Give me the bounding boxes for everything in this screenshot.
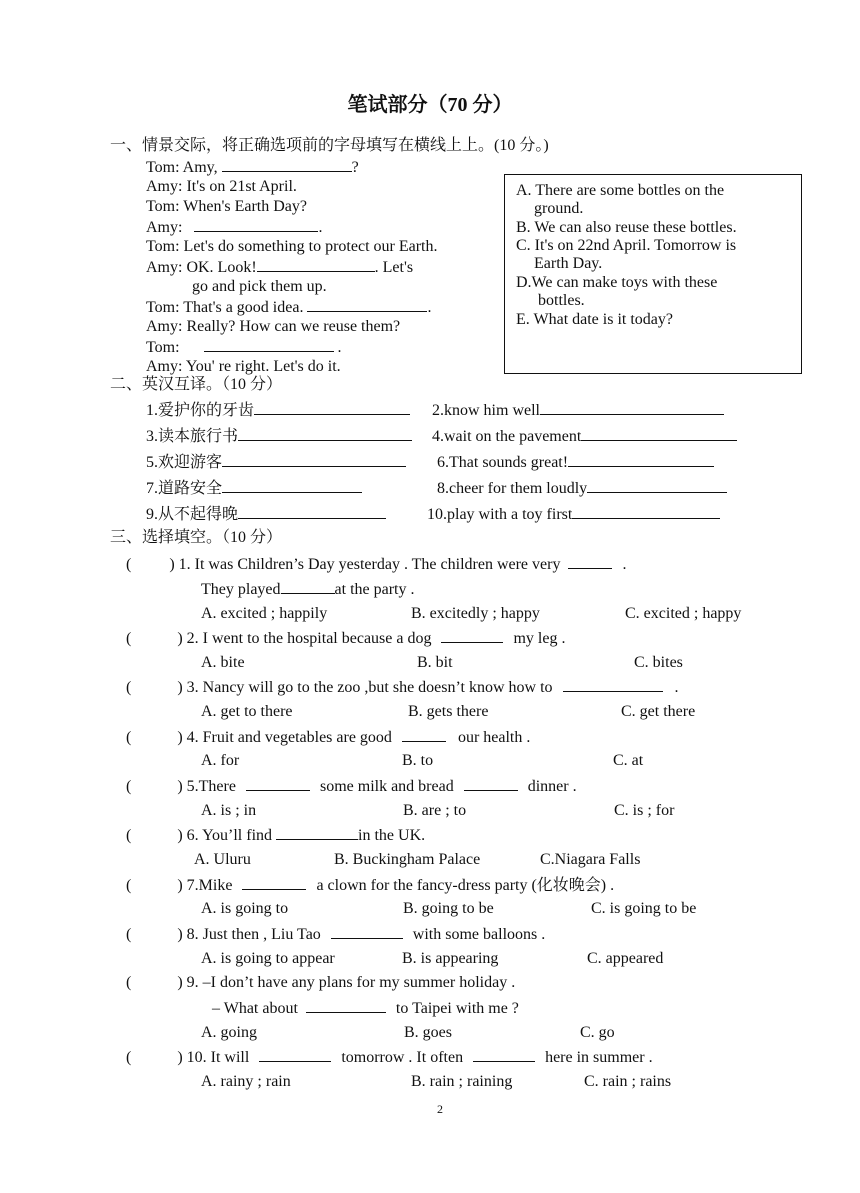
answer-blank[interactable]: [276, 825, 358, 840]
dialogue-line: go and pick them up.: [192, 278, 327, 295]
choice-c[interactable]: C. excited ; happy: [625, 605, 742, 622]
choice-b[interactable]: B. goes: [404, 1024, 452, 1041]
paren-close: ): [177, 974, 183, 991]
choice-a[interactable]: A. is ; in: [201, 802, 257, 819]
translation-item: [146, 504, 386, 525]
question-stem: 3. Nancy will go to the zoo ,but she doesn’t know how to: [186, 679, 553, 696]
choice-b[interactable]: B. bit: [417, 654, 453, 671]
question-stem: 7.Mike: [186, 877, 233, 894]
option-line: bottles.: [538, 292, 585, 309]
dialogue-line: [146, 337, 342, 358]
option-line: B. We can also reuse these bottles.: [516, 219, 737, 236]
paren-open: (: [126, 679, 132, 696]
paren-open: (: [126, 729, 132, 746]
choice-b[interactable]: B. is appearing: [402, 950, 499, 967]
question-6: [126, 825, 425, 846]
choice-c[interactable]: C.Niagara Falls: [540, 851, 641, 868]
answer-blank[interactable]: [572, 504, 720, 519]
answer-blank[interactable]: [464, 776, 518, 791]
answer-blank[interactable]: [331, 924, 403, 939]
item-text: 9.从不起得晚: [146, 506, 239, 523]
question-8: [126, 924, 545, 945]
choice-a[interactable]: A. is going to: [201, 900, 289, 917]
answer-slot[interactable]: [131, 777, 177, 791]
answer-blank[interactable]: [257, 257, 375, 272]
paren-close: ): [177, 1049, 183, 1066]
answer-blank[interactable]: [242, 875, 306, 890]
paren-close: ): [177, 926, 183, 943]
section2-heading: 二、英汉互译。（10 分）: [110, 376, 283, 393]
dialogue-line: [146, 257, 413, 278]
dialogue-line: [146, 217, 322, 238]
paren-close: ): [177, 877, 183, 894]
answer-blank[interactable]: [568, 452, 714, 467]
dialogue-text: Amy: OK. Look!: [146, 259, 257, 276]
question-3: [126, 677, 679, 698]
paren-open: (: [126, 778, 132, 795]
choice-b[interactable]: B. are ; to: [403, 802, 467, 819]
choice-c[interactable]: C. get there: [621, 703, 696, 720]
choice-c[interactable]: C. is going to be: [591, 900, 697, 917]
dialogue-line: Amy: It's on 21st April.: [146, 178, 297, 195]
translation-item: [146, 478, 362, 499]
question-9: [126, 973, 515, 993]
question-mid: tomorrow . It often: [341, 1049, 464, 1066]
choice-a[interactable]: A. get to there: [201, 703, 293, 720]
choice-c[interactable]: C. rain ; rains: [584, 1073, 672, 1090]
answer-slot[interactable]: [131, 826, 177, 840]
translation-item: [146, 400, 410, 421]
answer-blank[interactable]: [259, 1047, 331, 1062]
choice-a[interactable]: A. going: [201, 1024, 257, 1041]
dialogue-text: .: [427, 299, 432, 316]
question-stem: 6. You’ll find: [186, 827, 273, 844]
question-tail: my leg .: [513, 630, 566, 647]
question-2: [126, 628, 565, 649]
question-7: [126, 875, 614, 896]
dialogue-line: Tom: Let's do something to protect our Earth.: [146, 238, 438, 255]
item-text: 7.道路安全: [146, 480, 223, 497]
paren-close: ): [177, 729, 183, 746]
answer-slot[interactable]: [131, 728, 177, 742]
answer-blank[interactable]: [540, 400, 724, 415]
question-mid: some milk and bread: [319, 778, 454, 795]
question-stem: 9. –I don’t have any plans for my summer holiday .: [186, 974, 516, 991]
question-stem: They played: [201, 581, 281, 598]
answer-blank[interactable]: [587, 478, 727, 493]
choice-b[interactable]: B. gets there: [408, 703, 489, 720]
answer-slot[interactable]: [131, 1048, 177, 1062]
option-line: D.We can make toys with these: [516, 274, 718, 291]
item-text: 4.wait on the pavement: [432, 428, 582, 445]
question-tail: at the party .: [334, 581, 415, 598]
answer-blank[interactable]: [563, 677, 663, 692]
answer-blank[interactable]: [222, 478, 362, 493]
answer-blank[interactable]: [238, 504, 386, 519]
dialogue-text: Tom: Amy,: [146, 159, 218, 176]
paren-close: ): [177, 827, 183, 844]
dialogue-line: Tom: When's Earth Day?: [146, 198, 307, 215]
dialogue-line: Amy: You' re right. Let's do it.: [146, 358, 341, 375]
dialogue-line: Amy: Really? How can we reuse them?: [146, 318, 401, 335]
item-text: 2.know him well: [432, 402, 540, 419]
translation-item: [432, 400, 724, 421]
choice-b[interactable]: B. Buckingham Palace: [334, 851, 481, 868]
answer-blank[interactable]: [222, 452, 406, 467]
section3-heading: 三、选择填空。（10 分）: [110, 529, 283, 546]
answer-blank[interactable]: [307, 297, 427, 312]
option-line: A. There are some bottles on the: [516, 182, 725, 199]
paren-close: ): [177, 679, 183, 696]
dialogue-text: Amy:: [146, 219, 183, 236]
choice-a[interactable]: A. excited ; happily: [201, 605, 328, 622]
answer-blank[interactable]: [238, 426, 412, 441]
question-tail: to Taipei with me ?: [395, 1000, 519, 1017]
choice-b[interactable]: B. to: [402, 752, 434, 769]
translation-item: [146, 426, 412, 447]
paren-open: (: [126, 556, 132, 573]
answer-blank[interactable]: [441, 628, 503, 643]
translation-item: [437, 478, 727, 499]
answer-blank[interactable]: [246, 776, 310, 791]
question-1-line2: [201, 579, 415, 600]
paren-open: (: [126, 926, 132, 943]
question-stem: 1. It was Children’s Day yesterday . The children were very: [178, 556, 561, 573]
answer-slot[interactable]: [131, 876, 177, 890]
choice-c[interactable]: C. appeared: [587, 950, 664, 967]
page-title: 笔试部分（70 分）: [347, 94, 513, 116]
item-text: 8.cheer for them loudly: [437, 480, 588, 497]
choice-a[interactable]: A. rainy ; rain: [201, 1073, 291, 1090]
question-tail: .: [622, 556, 627, 573]
paren-open: (: [126, 1049, 132, 1066]
item-text: 1.爱护你的牙齿: [146, 402, 255, 419]
answer-slot[interactable]: [131, 925, 177, 939]
choice-c[interactable]: C. bites: [634, 654, 683, 671]
answer-slot[interactable]: [131, 555, 169, 569]
answer-blank[interactable]: [473, 1047, 535, 1062]
choice-b[interactable]: B. excitedly ; happy: [411, 605, 540, 622]
question-tail: with some balloons .: [412, 926, 546, 943]
option-line: C. It's on 22nd April. Tomorrow is: [516, 237, 737, 254]
choice-a[interactable]: A. Uluru: [194, 851, 251, 868]
question-stem: – What about: [212, 1000, 298, 1017]
option-line: ground.: [534, 200, 584, 217]
choice-a[interactable]: A. for: [201, 752, 240, 769]
item-text: 3.读本旅行书: [146, 428, 239, 445]
dialogue-line: [146, 297, 431, 318]
answer-blank[interactable]: [222, 157, 352, 172]
question-stem: 5.There: [186, 778, 236, 795]
choice-b[interactable]: B. going to be: [403, 900, 494, 917]
answer-blank[interactable]: [194, 217, 318, 232]
dialogue-text: ?: [351, 159, 359, 176]
question-tail: in the UK.: [358, 827, 426, 844]
paren-close: ): [177, 630, 183, 647]
option-line: E. What date is it today?: [516, 311, 673, 328]
answer-slot[interactable]: [131, 678, 177, 692]
question-10: [126, 1047, 653, 1068]
translation-item: [427, 504, 720, 525]
answer-blank[interactable]: [254, 400, 410, 415]
answer-slot[interactable]: [131, 629, 177, 643]
question-stem: 10. It will: [186, 1049, 250, 1066]
question-5: [126, 776, 577, 797]
paren-open: (: [126, 877, 132, 894]
choice-c[interactable]: C. is ; for: [614, 802, 675, 819]
answer-blank[interactable]: [402, 727, 446, 742]
question-tail: here in summer .: [545, 1049, 653, 1066]
dialogue-line: [146, 157, 359, 178]
question-9-line2: [212, 998, 519, 1019]
dialogue-text: Tom: That's a good idea.: [146, 299, 304, 316]
question-stem: 2. I went to the hospital because a dog: [186, 630, 432, 647]
question-stem: 8. Just then , Liu Tao: [186, 926, 321, 943]
choice-a[interactable]: A. is going to appear: [201, 950, 335, 967]
paren-open: (: [126, 827, 132, 844]
paren-close: ): [177, 778, 183, 795]
answer-blank[interactable]: [581, 426, 737, 441]
item-text: 6.That sounds great!: [437, 454, 569, 471]
answer-blank[interactable]: [568, 554, 612, 569]
choice-a[interactable]: A. bite: [201, 654, 245, 671]
answer-blank[interactable]: [306, 998, 386, 1013]
section1-heading: 一、情景交际，将正确选项前的字母填写在横线上上。(10 分。): [110, 137, 549, 154]
dialogue-text: .: [337, 339, 342, 356]
choice-c[interactable]: C. go: [580, 1024, 615, 1041]
translation-item: [437, 452, 714, 473]
dialogue-text: . Let's: [374, 259, 414, 276]
option-line: Earth Day.: [534, 255, 603, 272]
question-tail: .: [674, 679, 679, 696]
question-tail: our health .: [457, 729, 531, 746]
question-tail: dinner .: [527, 778, 577, 795]
choice-b[interactable]: B. rain ; raining: [411, 1073, 513, 1090]
translation-item: [432, 426, 737, 447]
item-text: 5.欢迎游客: [146, 454, 223, 471]
paren-open: (: [126, 630, 132, 647]
page-number: 2: [437, 1102, 443, 1116]
answer-blank[interactable]: [204, 337, 334, 352]
question-stem: 4. Fruit and vegetables are good: [186, 729, 392, 746]
item-text: 10.play with a toy first: [427, 506, 573, 523]
paren-close: ): [169, 556, 175, 573]
translation-item: [146, 452, 406, 473]
paren-open: (: [126, 974, 132, 991]
answer-blank[interactable]: [281, 579, 335, 594]
dialogue-text: Tom:: [146, 339, 180, 356]
question-tail: a clown for the fancy-dress party (化妆晚会) .: [316, 877, 615, 894]
question-4: [126, 727, 530, 748]
dialogue-text: .: [318, 219, 323, 236]
question-1: [126, 554, 626, 575]
answer-slot[interactable]: [131, 973, 177, 987]
choice-c[interactable]: C. at: [613, 752, 644, 769]
